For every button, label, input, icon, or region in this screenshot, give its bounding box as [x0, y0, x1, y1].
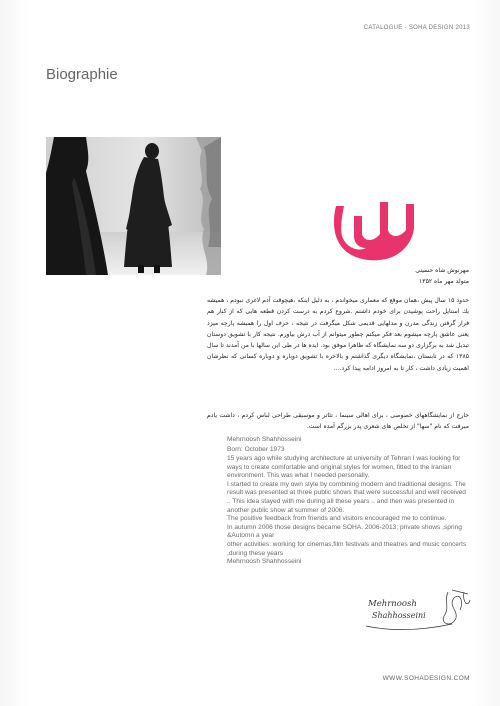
english-paragraph: Mehrnoosh Shahhosseini: [227, 558, 302, 566]
signature-line-1: Mehrnoosh: [368, 599, 417, 609]
signature-line-2: Shahhosseini: [372, 611, 426, 620]
english-biography: [227, 455, 469, 567]
page-title: Biographie: [46, 66, 118, 83]
catalogue-header: CATALOGUE - SOHA DESIGN 2013: [363, 25, 470, 31]
farsi-name: مهرنوش شاه حسینی: [415, 267, 469, 274]
handwritten-signature: [364, 586, 474, 636]
english-born: Born: October 1973: [227, 446, 285, 453]
farsi-paragraph-2: خارج از نمایشگاههای خصوصی ، برای اهالی سینما ، تئاتر و موسیقی طراحی لباس کردم ، داشت یادم میرفت که نام "سها" از تخلص های شعری پدر بزرگم آمده است.: [207, 412, 469, 431]
photo-illustration: [46, 137, 221, 275]
website-link[interactable]: WWW.SOHADESIGN.COM: [382, 675, 470, 682]
sin-letter-mark: [328, 190, 438, 270]
english-paragraph: In autumn 2006 those designs became SOHA. 2006-2013; private shows ,spring &Automn a year: [227, 523, 462, 540]
english-name: Mehrnoosh Shahhosseini: [227, 436, 302, 443]
english-paragraph: I started to create my own style by combining modern and traditional designs. The result was presented at three public shows that were successful and well received .. This idea stayed with me during all these years .. and then was presented in another public show at summer of 2006.: [227, 480, 466, 514]
biography-photo: [46, 137, 221, 275]
english-paragraph: 15 years ago while studying architecture at university of Tehran I was looking for ways to create comfortable and original styles for women, fitted to the Iranian environment. This was what I needed personally.: [227, 455, 461, 480]
farsi-paragraph-1: حدود ۱۵ سال پیش ،همان موقع که معماری میخواندم ، به دلیل اینکه ،هیچوقت آدم لاغری نبودم ، همیشه یك استایل راحت پوشیدن برای خودم داشتم .شروع كردم به درست كردن قطعه هایی كه از كنار هم قرار گرفتن زندگی مدرن و مدلهایی قدیمی شکل میگرفت در نتیجه ، حرف اول را همیشه پارچه میزد یعنی عاشق پارچه میشوم بعد فکر میکنم چطور میتوانم از آب درش بیاورم. نتیجه کار با تشویق دوستان تبدیل شد به برگزاری دو سه نمایشگاه که ظاهرا موفق بود. ایده ها در طی این سالها با من آمدند تا سال ۱۳۸۵ که در تابستان ،نمایشگاه دیگری گذاشتم و بالاخره با تشویق دوباره و دوباره کسانی که نظرشان اهمیت زیادی داشت ، کار تا به امروز ادامه پیدا کرد....: [207, 297, 469, 372]
english-paragraph: other activities: working for cinemas,film festivals and theatres and music concerts ,during these years: [227, 540, 467, 557]
english-paragraph: The positive feedback from friends and visitors encouraged me to continue.: [227, 515, 447, 523]
farsi-birth-date: متولد مهر ماه ۱۳۵۲: [419, 278, 469, 285]
